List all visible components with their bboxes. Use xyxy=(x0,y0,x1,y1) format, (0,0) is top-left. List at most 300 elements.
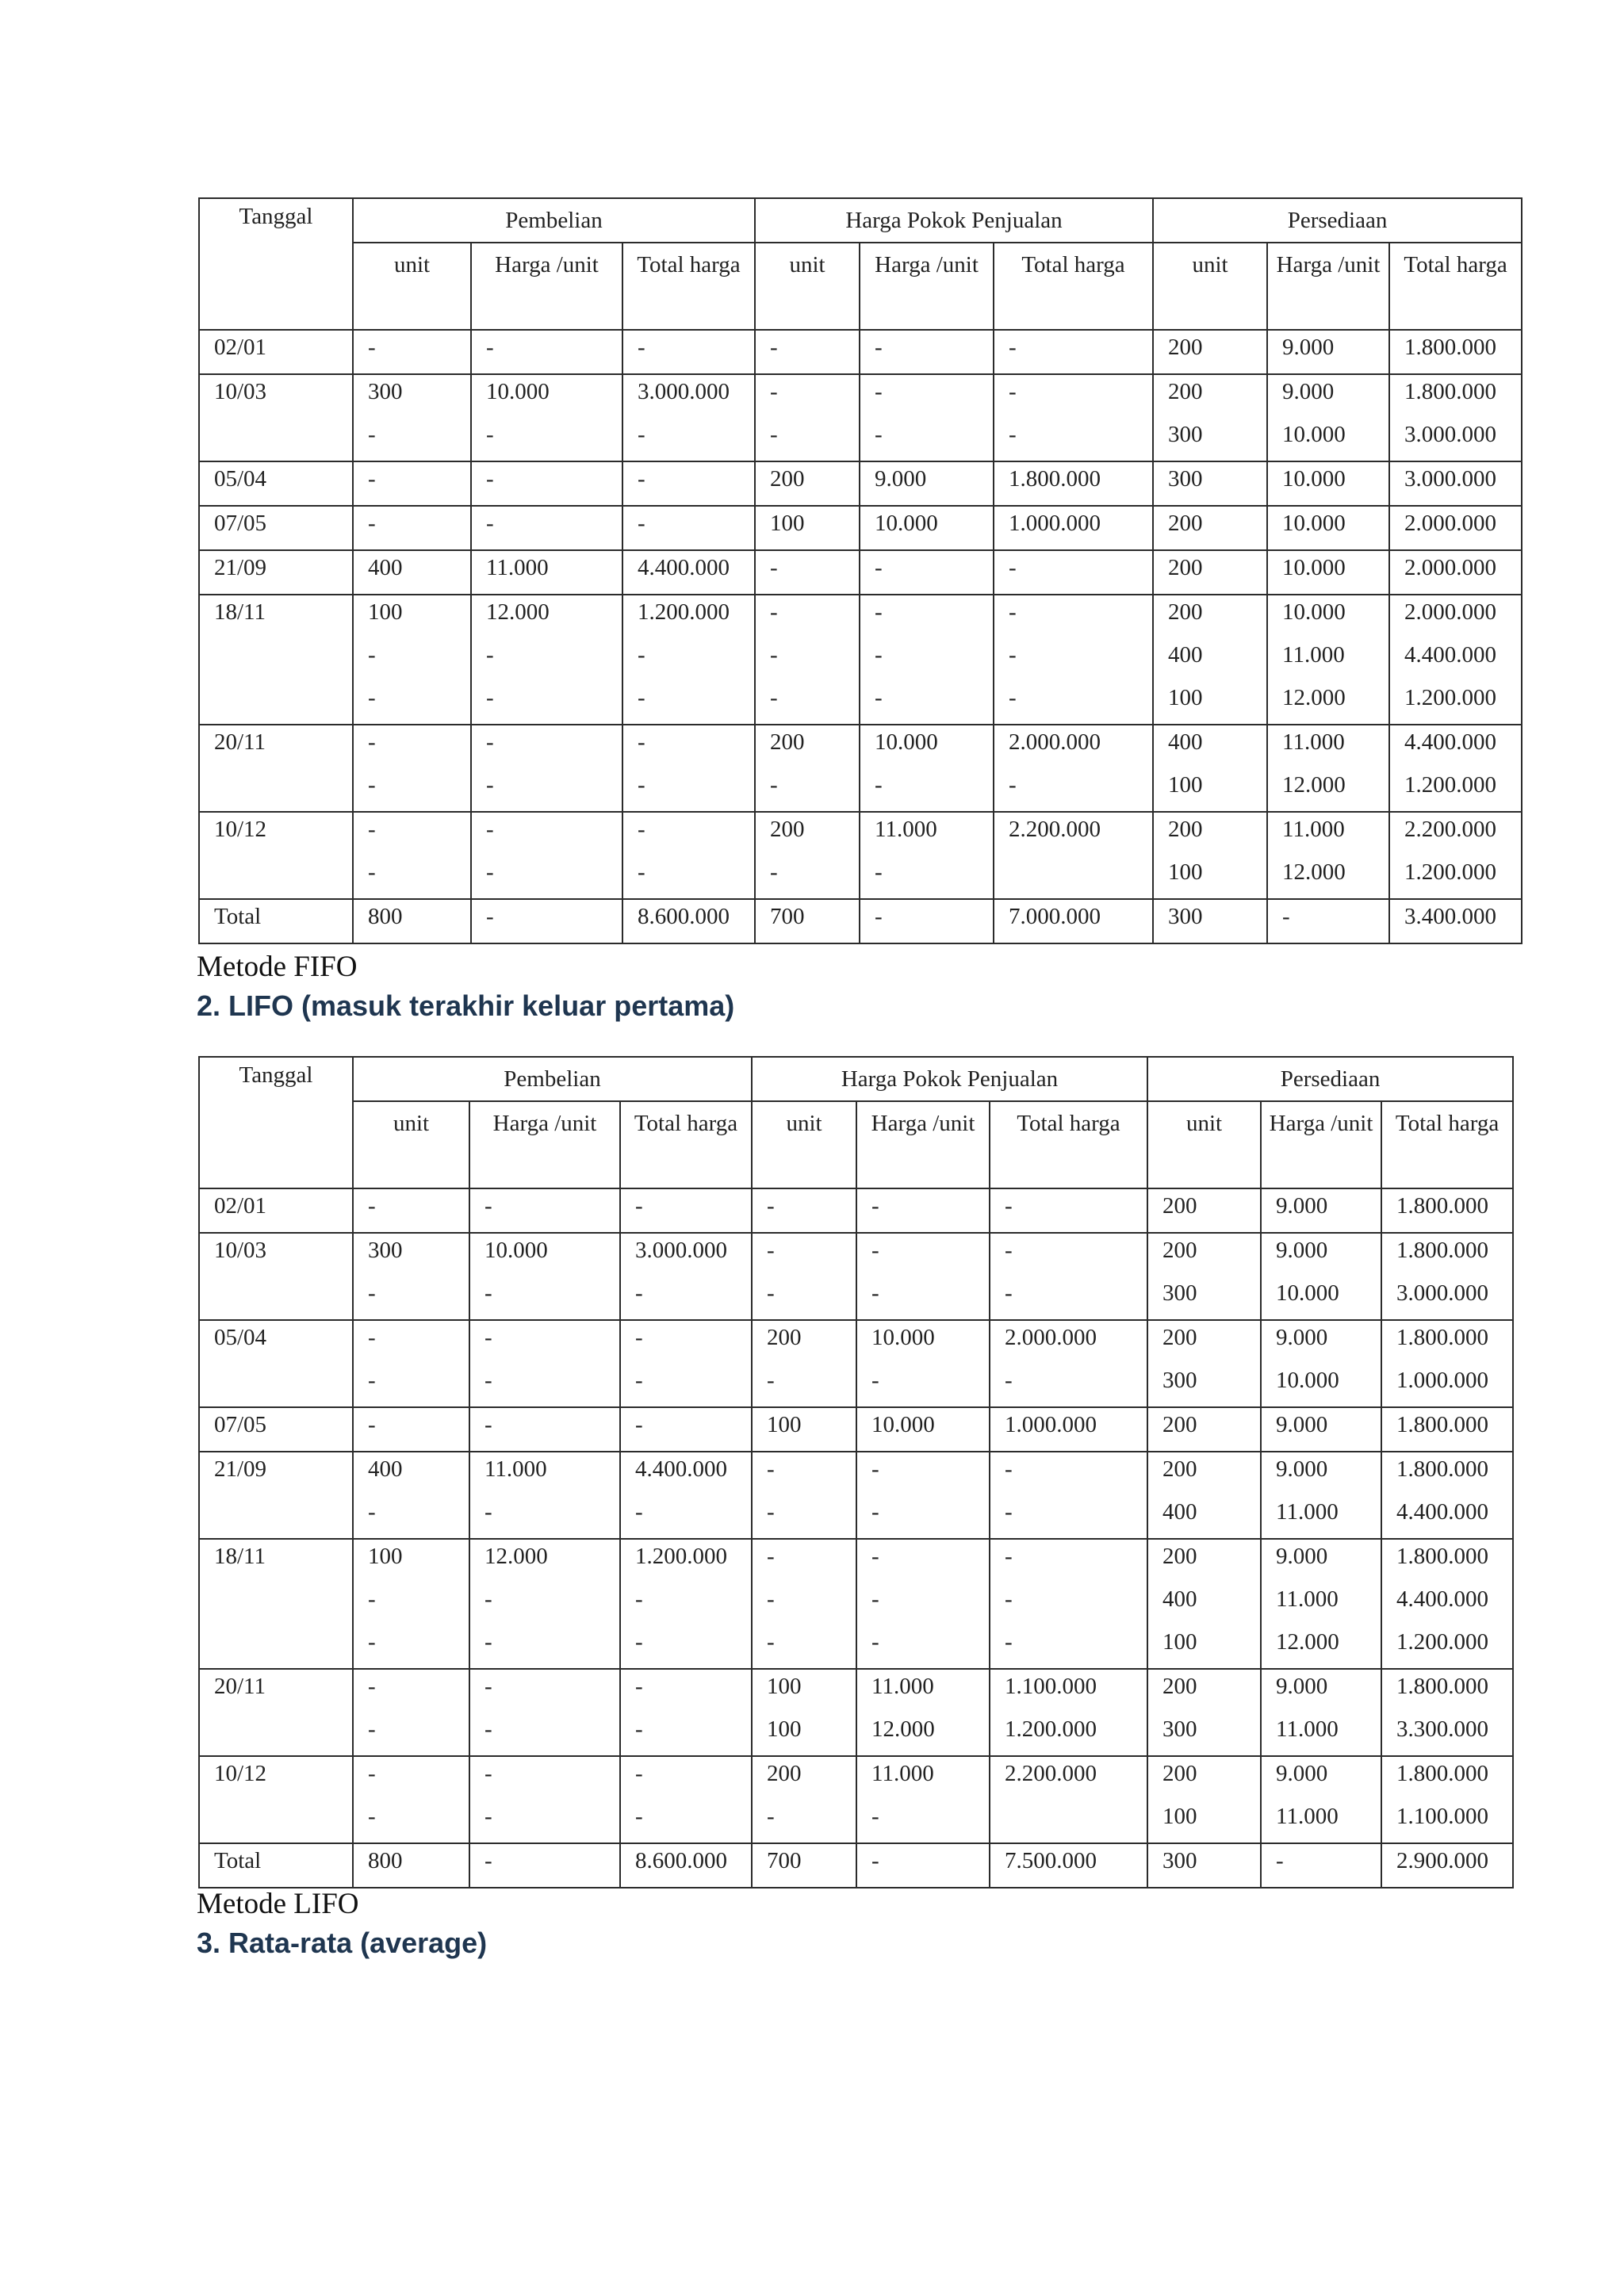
value-cell xyxy=(471,899,622,943)
cell-value: 1.800.000 xyxy=(1396,1456,1489,1482)
value-cell xyxy=(469,1669,620,1756)
table-row xyxy=(199,330,1522,374)
cell-value: 300 xyxy=(1168,466,1203,492)
value-cell xyxy=(353,1756,469,1843)
cell-value: 11.000 xyxy=(871,1674,934,1699)
cell-value: - xyxy=(767,1586,775,1612)
value-cell xyxy=(471,461,622,506)
value-cell xyxy=(1153,725,1267,812)
cell-value: - xyxy=(635,1499,643,1525)
cell-value: - xyxy=(368,1193,376,1219)
cell-value: 200 xyxy=(770,729,805,755)
lifo-inventory-table xyxy=(198,1056,1514,1888)
value-cell xyxy=(471,550,622,595)
value-cell xyxy=(1147,1843,1261,1888)
value-cell xyxy=(1261,1407,1381,1452)
cell-value: 200 xyxy=(1168,599,1203,625)
cell-value: - xyxy=(871,1499,879,1525)
table-row xyxy=(199,550,1522,595)
cell-value: - xyxy=(871,1848,879,1873)
cell-value: - xyxy=(871,1544,879,1569)
date-cell xyxy=(199,1669,353,1756)
value-cell xyxy=(1381,1407,1513,1452)
value-cell xyxy=(856,1233,990,1320)
date-value: 20/11 xyxy=(214,729,266,755)
value-cell xyxy=(353,506,471,550)
cell-value: 100 xyxy=(368,599,403,625)
cell-value: 8.600.000 xyxy=(638,904,730,929)
cell-value: 12.000 xyxy=(1276,1629,1339,1655)
cell-value: 4.400.000 xyxy=(1404,729,1497,755)
date-value: Total xyxy=(214,904,262,929)
header-persediaan-unit: unit xyxy=(1153,243,1267,330)
cell-value: - xyxy=(368,1586,376,1612)
cell-value: - xyxy=(485,1804,492,1829)
cell-value: - xyxy=(486,729,494,755)
value-cell xyxy=(990,1756,1147,1843)
header-persediaan-harga-unit: Harga /unit xyxy=(1261,1101,1381,1188)
value-cell xyxy=(752,1233,856,1320)
cell-value: - xyxy=(368,1716,376,1742)
cell-value: 300 xyxy=(1162,1280,1197,1306)
date-value: 07/05 xyxy=(214,511,267,536)
cell-value: 9.000 xyxy=(1282,335,1335,360)
cell-value: 11.000 xyxy=(1282,817,1345,842)
value-cell xyxy=(1261,1669,1381,1756)
value-cell xyxy=(1147,1452,1261,1539)
cell-value: 300 xyxy=(368,379,403,404)
cell-value: - xyxy=(485,1629,492,1655)
header-pembelian: Pembelian xyxy=(353,198,755,243)
cell-value: 100 xyxy=(1168,859,1203,885)
value-cell xyxy=(620,1320,752,1407)
cell-value: 400 xyxy=(1168,642,1203,668)
cell-value: 1.100.000 xyxy=(1005,1674,1097,1699)
cell-value: 200 xyxy=(1162,1412,1197,1437)
value-cell xyxy=(860,725,994,812)
value-cell xyxy=(856,1756,990,1843)
value-cell xyxy=(622,374,755,461)
cell-value: 1.000.000 xyxy=(1005,1412,1097,1437)
fifo-inventory-table xyxy=(198,197,1522,944)
cell-value: 11.000 xyxy=(486,555,549,580)
cell-value: 300 xyxy=(1162,1716,1197,1742)
value-cell xyxy=(994,812,1153,899)
cell-value: 3.300.000 xyxy=(1396,1716,1489,1742)
cell-value: - xyxy=(1005,1280,1013,1306)
value-cell xyxy=(622,812,755,899)
date-cell xyxy=(199,461,353,506)
header-hpp: Harga Pokok Penjualan xyxy=(752,1057,1147,1101)
cell-value: 9.000 xyxy=(1276,1412,1328,1437)
value-cell xyxy=(752,1756,856,1843)
cell-value: 10.000 xyxy=(486,379,550,404)
value-cell xyxy=(856,1669,990,1756)
cell-value: - xyxy=(368,859,376,885)
cell-value: - xyxy=(368,1325,376,1350)
value-cell xyxy=(622,550,755,595)
cell-value: 200 xyxy=(770,466,805,492)
cell-value: 2.000.000 xyxy=(1005,1325,1097,1350)
cell-value: 2.200.000 xyxy=(1009,817,1101,842)
value-cell xyxy=(1389,812,1522,899)
table-row xyxy=(199,1539,1513,1669)
cell-value: - xyxy=(638,685,645,710)
value-cell xyxy=(1389,899,1522,943)
table-row xyxy=(199,899,1522,943)
value-cell xyxy=(990,1188,1147,1233)
cell-value: - xyxy=(875,335,883,360)
value-cell xyxy=(620,1188,752,1233)
value-cell xyxy=(622,725,755,812)
header-pembelian-harga-unit: Harga /unit xyxy=(469,1101,620,1188)
cell-value: - xyxy=(767,1193,775,1219)
cell-value: 200 xyxy=(1168,817,1203,842)
cell-value: 800 xyxy=(368,1848,403,1873)
cell-value: - xyxy=(486,817,494,842)
value-cell xyxy=(1389,461,1522,506)
cell-value: 1.000.000 xyxy=(1009,511,1101,536)
cell-value: 200 xyxy=(1162,1674,1197,1699)
cell-value: 1.200.000 xyxy=(635,1544,727,1569)
header-pembelian-unit: unit xyxy=(353,243,471,330)
cell-value: - xyxy=(635,1586,643,1612)
table-row xyxy=(199,461,1522,506)
value-cell xyxy=(1267,812,1389,899)
cell-value: - xyxy=(875,772,883,798)
date-cell xyxy=(199,330,353,374)
cell-value: 200 xyxy=(1162,1238,1197,1263)
cell-value: 100 xyxy=(1168,685,1203,710)
cell-value: 3.000.000 xyxy=(635,1238,727,1263)
cell-value: 11.000 xyxy=(1276,1716,1339,1742)
value-cell xyxy=(1381,1188,1513,1233)
date-cell xyxy=(199,374,353,461)
cell-value: 200 xyxy=(1162,1193,1197,1219)
cell-value: 1.800.000 xyxy=(1009,466,1101,492)
value-cell xyxy=(353,330,471,374)
cell-value: 200 xyxy=(1162,1544,1197,1569)
cell-value: 200 xyxy=(1168,555,1203,580)
value-cell xyxy=(1267,899,1389,943)
cell-value: - xyxy=(1282,904,1290,929)
cell-value: - xyxy=(485,1193,492,1219)
cell-value: 300 xyxy=(1168,904,1203,929)
value-cell xyxy=(620,1407,752,1452)
cell-value: - xyxy=(1005,1238,1013,1263)
table-row xyxy=(199,1188,1513,1233)
value-cell xyxy=(994,595,1153,725)
cell-value: 2.000.000 xyxy=(1404,511,1497,536)
date-value: 05/04 xyxy=(214,1325,267,1350)
cell-value: 100 xyxy=(1168,772,1203,798)
date-cell xyxy=(199,506,353,550)
value-cell xyxy=(755,506,860,550)
cell-value: - xyxy=(486,335,494,360)
value-cell xyxy=(353,812,471,899)
cell-value: - xyxy=(875,599,883,625)
cell-value: 200 xyxy=(767,1325,802,1350)
cell-value: - xyxy=(485,1674,492,1699)
cell-value: 1.200.000 xyxy=(1404,685,1497,710)
value-cell xyxy=(1389,374,1522,461)
value-cell xyxy=(755,725,860,812)
cell-value: 3.000.000 xyxy=(1396,1280,1489,1306)
cell-value: - xyxy=(1009,599,1017,625)
value-cell xyxy=(990,1452,1147,1539)
value-cell xyxy=(622,330,755,374)
date-cell xyxy=(199,1320,353,1407)
cell-value: 2.200.000 xyxy=(1404,817,1497,842)
cell-value: - xyxy=(1005,1629,1013,1655)
value-cell xyxy=(755,812,860,899)
date-value: Total xyxy=(214,1848,262,1873)
value-cell xyxy=(469,1539,620,1669)
value-cell xyxy=(856,1407,990,1452)
cell-value: 200 xyxy=(1162,1456,1197,1482)
value-cell xyxy=(469,1407,620,1452)
cell-value: 10.000 xyxy=(875,729,938,755)
cell-value: - xyxy=(485,1848,492,1873)
cell-value: - xyxy=(485,1412,492,1437)
cell-value: 100 xyxy=(368,1544,403,1569)
value-cell xyxy=(990,1843,1147,1888)
header-hpp-total-harga: Total harga xyxy=(990,1101,1147,1188)
cell-value: - xyxy=(767,1499,775,1525)
cell-value: - xyxy=(485,1586,492,1612)
cell-value: 2.000.000 xyxy=(1404,599,1497,625)
value-cell xyxy=(1389,550,1522,595)
cell-value: 400 xyxy=(368,555,403,580)
value-cell xyxy=(752,1452,856,1539)
cell-value: - xyxy=(1009,335,1017,360)
cell-value: - xyxy=(875,904,883,929)
cell-value: - xyxy=(871,1586,879,1612)
value-cell xyxy=(990,1320,1147,1407)
header-pembelian-harga-unit: Harga /unit xyxy=(471,243,622,330)
cell-value: - xyxy=(875,642,883,668)
date-value: 10/03 xyxy=(214,379,267,404)
table-row xyxy=(199,506,1522,550)
date-value: 21/09 xyxy=(214,1456,267,1482)
value-cell xyxy=(1261,1452,1381,1539)
value-cell xyxy=(353,1452,469,1539)
value-cell xyxy=(620,1669,752,1756)
cell-value: - xyxy=(767,1804,775,1829)
cell-value: - xyxy=(485,1368,492,1393)
header-tanggal: Tanggal xyxy=(199,1057,353,1188)
value-cell xyxy=(990,1539,1147,1669)
cell-value: - xyxy=(485,1716,492,1742)
cell-value: 12.000 xyxy=(1282,859,1346,885)
cell-value: 2.000.000 xyxy=(1009,729,1101,755)
value-cell xyxy=(755,595,860,725)
cell-value: 7.000.000 xyxy=(1009,904,1101,929)
header-pembelian: Pembelian xyxy=(353,1057,752,1101)
date-cell xyxy=(199,1233,353,1320)
cell-value: - xyxy=(485,1280,492,1306)
value-cell xyxy=(353,461,471,506)
cell-value: 1.800.000 xyxy=(1396,1544,1489,1569)
value-cell xyxy=(620,1756,752,1843)
value-cell xyxy=(994,725,1153,812)
value-cell xyxy=(353,1320,469,1407)
value-cell xyxy=(471,330,622,374)
header-tanggal: Tanggal xyxy=(199,198,353,330)
cell-value: - xyxy=(368,817,376,842)
value-cell xyxy=(1389,330,1522,374)
cell-value: 200 xyxy=(1162,1761,1197,1786)
cell-value: 300 xyxy=(1162,1848,1197,1873)
cell-value: - xyxy=(635,1674,643,1699)
cell-value: - xyxy=(767,1544,775,1569)
value-cell xyxy=(860,461,994,506)
value-cell xyxy=(1261,1843,1381,1888)
cell-value: - xyxy=(486,859,494,885)
cell-value: - xyxy=(767,1368,775,1393)
value-cell xyxy=(1147,1407,1261,1452)
value-cell xyxy=(1267,330,1389,374)
value-cell xyxy=(622,899,755,943)
value-cell xyxy=(1153,550,1267,595)
cell-value: - xyxy=(638,335,645,360)
value-cell xyxy=(1267,595,1389,725)
date-cell xyxy=(199,725,353,812)
cell-value: - xyxy=(368,1412,376,1437)
value-cell xyxy=(752,1407,856,1452)
cell-value: 100 xyxy=(770,511,805,536)
cell-value: 9.000 xyxy=(1276,1238,1328,1263)
cell-value: - xyxy=(368,511,376,536)
cell-value: 2.200.000 xyxy=(1005,1761,1097,1786)
cell-value: - xyxy=(871,1456,879,1482)
value-cell xyxy=(994,506,1153,550)
date-cell xyxy=(199,1188,353,1233)
value-cell xyxy=(620,1452,752,1539)
cell-value: 10.000 xyxy=(1282,511,1346,536)
cell-value: - xyxy=(875,685,883,710)
value-cell xyxy=(860,330,994,374)
cell-value: 300 xyxy=(368,1238,403,1263)
cell-value: - xyxy=(635,1629,643,1655)
cell-value: - xyxy=(770,555,778,580)
cell-value: - xyxy=(770,642,778,668)
cell-value: - xyxy=(368,729,376,755)
value-cell xyxy=(353,1843,469,1888)
cell-value: 11.000 xyxy=(1276,1499,1339,1525)
cell-value: - xyxy=(368,1761,376,1786)
cell-value: - xyxy=(368,1629,376,1655)
cell-value: 3.000.000 xyxy=(1404,466,1497,492)
date-value: 07/05 xyxy=(214,1412,267,1437)
cell-value: - xyxy=(368,1804,376,1829)
cell-value: - xyxy=(368,685,376,710)
value-cell xyxy=(1267,725,1389,812)
date-value: 21/09 xyxy=(214,555,267,580)
cell-value: 700 xyxy=(767,1848,802,1873)
cell-value: 1.800.000 xyxy=(1396,1761,1489,1786)
value-cell xyxy=(353,374,471,461)
cell-value: - xyxy=(486,422,494,447)
value-cell xyxy=(1267,374,1389,461)
cell-value: - xyxy=(485,1761,492,1786)
value-cell xyxy=(471,506,622,550)
cell-value: 12.000 xyxy=(1282,685,1346,710)
cell-value: - xyxy=(485,1325,492,1350)
value-cell xyxy=(1153,506,1267,550)
cell-value: - xyxy=(1005,1544,1013,1569)
cell-value: - xyxy=(635,1761,643,1786)
cell-value: - xyxy=(770,772,778,798)
cell-value: - xyxy=(638,511,645,536)
value-cell xyxy=(856,1539,990,1669)
value-cell xyxy=(353,1669,469,1756)
cell-value: - xyxy=(635,1280,643,1306)
value-cell xyxy=(353,1233,469,1320)
cell-value: - xyxy=(770,599,778,625)
value-cell xyxy=(469,1756,620,1843)
value-cell xyxy=(755,899,860,943)
cell-value: - xyxy=(638,729,645,755)
cell-value: - xyxy=(871,1804,879,1829)
value-cell xyxy=(860,374,994,461)
cell-value: - xyxy=(486,772,494,798)
cell-value: 1.800.000 xyxy=(1396,1238,1489,1263)
value-cell xyxy=(353,1539,469,1669)
value-cell xyxy=(755,374,860,461)
value-cell xyxy=(469,1843,620,1888)
value-cell xyxy=(353,725,471,812)
cell-value: 200 xyxy=(1168,335,1203,360)
cell-value: 400 xyxy=(1162,1499,1197,1525)
value-cell xyxy=(1147,1188,1261,1233)
cell-value: - xyxy=(486,685,494,710)
cell-value: - xyxy=(368,772,376,798)
cell-value: - xyxy=(368,335,376,360)
value-cell xyxy=(994,550,1153,595)
value-cell xyxy=(471,595,622,725)
cell-value: 11.000 xyxy=(871,1761,934,1786)
cell-value: 9.000 xyxy=(1276,1544,1328,1569)
cell-value: 4.400.000 xyxy=(1396,1586,1489,1612)
cell-value: 7.500.000 xyxy=(1005,1848,1097,1873)
cell-value: 100 xyxy=(767,1716,802,1742)
value-cell xyxy=(1153,899,1267,943)
value-cell xyxy=(860,812,994,899)
cell-value: - xyxy=(1005,1586,1013,1612)
lifo-table-body xyxy=(199,1188,1513,1888)
header-hpp-unit: unit xyxy=(752,1101,856,1188)
cell-value: - xyxy=(635,1193,643,1219)
table-row xyxy=(199,1452,1513,1539)
value-cell xyxy=(1153,374,1267,461)
cell-value: 4.400.000 xyxy=(638,555,730,580)
value-cell xyxy=(622,461,755,506)
value-cell xyxy=(1147,1669,1261,1756)
cell-value: 1.000.000 xyxy=(1396,1368,1489,1393)
cell-value: 3.000.000 xyxy=(638,379,730,404)
date-cell xyxy=(199,812,353,899)
value-cell xyxy=(860,506,994,550)
cell-value: - xyxy=(767,1456,775,1482)
cell-value: - xyxy=(368,1280,376,1306)
cell-value xyxy=(994,855,1152,898)
value-cell xyxy=(755,330,860,374)
cell-value: 10.000 xyxy=(1282,466,1346,492)
cell-value: - xyxy=(871,1629,879,1655)
table-row xyxy=(199,1669,1513,1756)
cell-value: 1.200.000 xyxy=(638,599,730,625)
